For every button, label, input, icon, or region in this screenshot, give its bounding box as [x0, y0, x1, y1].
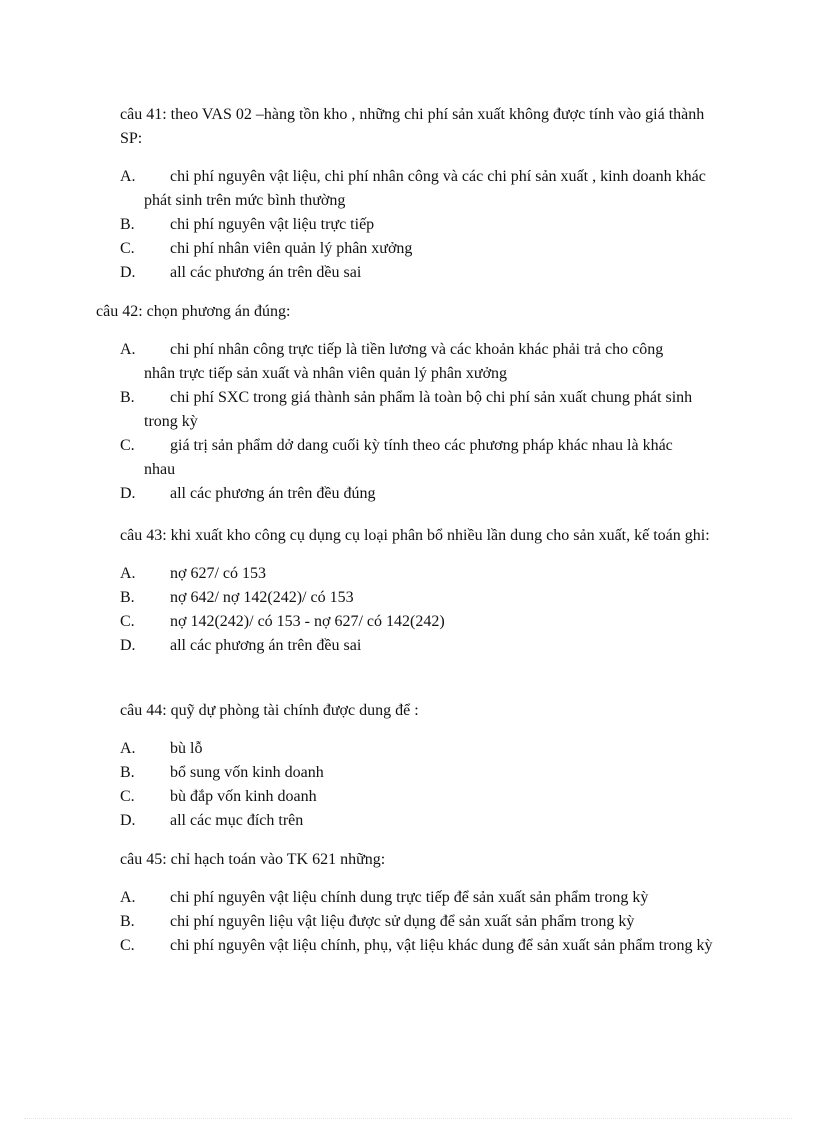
option-b — [120, 586, 720, 610]
question-44 — [120, 699, 720, 833]
option-a — [120, 886, 720, 910]
option-letter: A. — [120, 341, 136, 358]
question-45 — [120, 848, 720, 958]
question-41 — [120, 103, 720, 285]
option-list — [120, 562, 720, 658]
option-text: chi phí nguyên liệu vật liệu được sử dụng để sản xuất sản phẩm trong kỳ — [170, 913, 635, 930]
option-letter: C. — [120, 437, 135, 454]
option-letter: D. — [120, 812, 136, 829]
option-text: bổ sung vốn kinh doanh — [170, 764, 324, 781]
option-text: all các mục đích trên — [170, 812, 304, 829]
option-c — [120, 434, 696, 482]
option-d — [120, 261, 720, 285]
option-text: all các phương án trên đều đúng — [170, 485, 376, 502]
option-list — [120, 737, 720, 833]
question-text: câu 41: theo VAS 02 –hàng tồn kho , những chi phí sản xuất không được tính vào giá thành SP: — [120, 106, 705, 147]
option-list — [120, 338, 696, 506]
option-text: chi phí nguyên vật liệu chính, phụ, vật liệu khác dung để sản xuất sản phẩm trong kỳ — [170, 937, 713, 954]
option-b — [120, 386, 696, 434]
option-text: all các phương án trên dều sai — [170, 264, 362, 281]
option-text: chi phí SXC trong giá thành sản phẩm là toàn bộ chi phí sản xuất chung phát sinh trong kỳ — [144, 389, 693, 430]
option-c — [120, 785, 720, 809]
page-bottom-divider — [24, 1118, 792, 1119]
question-text: câu 42: chọn phương án đúng: — [96, 303, 291, 320]
option-list — [120, 165, 720, 285]
option-text: nợ 642/ nợ 142(242)/ có 153 — [170, 589, 354, 606]
option-c — [120, 934, 720, 958]
option-a — [120, 562, 720, 586]
option-letter: B. — [120, 764, 135, 781]
option-text: nợ 142(242)/ có 153 - nợ 627/ có 142(242) — [170, 613, 445, 630]
option-list — [120, 886, 720, 958]
option-text: chi phí nguyên vật liệu chính dung trực tiếp để sản xuất sản phẩm trong kỳ — [170, 889, 649, 906]
option-d — [120, 634, 720, 658]
option-letter: C. — [120, 937, 135, 954]
option-d — [120, 809, 720, 833]
option-text: all các phương án trên đều sai — [170, 637, 362, 654]
option-letter: C. — [120, 613, 135, 630]
option-a — [120, 165, 720, 213]
question-text: câu 45: chỉ hạch toán vào TK 621 những: — [120, 851, 386, 868]
option-letter: D. — [120, 485, 136, 502]
option-a — [120, 338, 696, 386]
option-letter: A. — [120, 889, 136, 906]
option-letter: C. — [120, 788, 135, 805]
option-c — [120, 610, 720, 634]
option-letter: B. — [120, 913, 135, 930]
option-letter: D. — [120, 637, 136, 654]
option-text: bù đắp vốn kinh doanh — [170, 788, 317, 805]
option-b — [120, 761, 720, 785]
option-text: chi phí nguyên vật liệu trực tiếp — [170, 216, 375, 233]
option-text: giá trị sản phẩm dở dang cuối kỳ tính theo các phương pháp khác nhau là khác nhau — [144, 437, 673, 478]
option-text: chi phí nhân công trực tiếp là tiền lương và các khoản khác phải trả cho công nhân trực tiếp sản xuất và nhân viên quản lý phân xưởng — [144, 341, 664, 382]
question-text: câu 44: quỹ dự phòng tài chính được dung để : — [120, 702, 419, 719]
option-a — [120, 737, 720, 761]
option-text: chi phí nguyên vật liệu, chi phí nhân công và các chi phí sản xuất , kinh doanh khác phát sinh trên mức bình thường — [144, 168, 706, 209]
option-text: nợ 627/ có 153 — [170, 565, 267, 582]
option-letter: B. — [120, 389, 135, 406]
question-42 — [96, 300, 696, 506]
option-letter: D. — [120, 264, 136, 281]
option-text: bù lỗ — [170, 740, 203, 757]
question-43 — [120, 524, 720, 658]
option-letter: A. — [120, 168, 136, 185]
option-c — [120, 237, 720, 261]
option-letter: C. — [120, 240, 135, 257]
option-letter: B. — [120, 216, 135, 233]
option-b — [120, 910, 720, 934]
option-text: chi phí nhân viên quản lý phân xưởng — [170, 240, 413, 257]
option-d — [120, 482, 696, 506]
option-letter: A. — [120, 740, 136, 757]
option-b — [120, 213, 720, 237]
option-letter: A. — [120, 565, 136, 582]
option-letter: B. — [120, 589, 135, 606]
question-text: câu 43: khi xuất kho công cụ dụng cụ loại phân bổ nhiều lần dung cho sản xuất, kế toán ghi: — [120, 527, 710, 544]
